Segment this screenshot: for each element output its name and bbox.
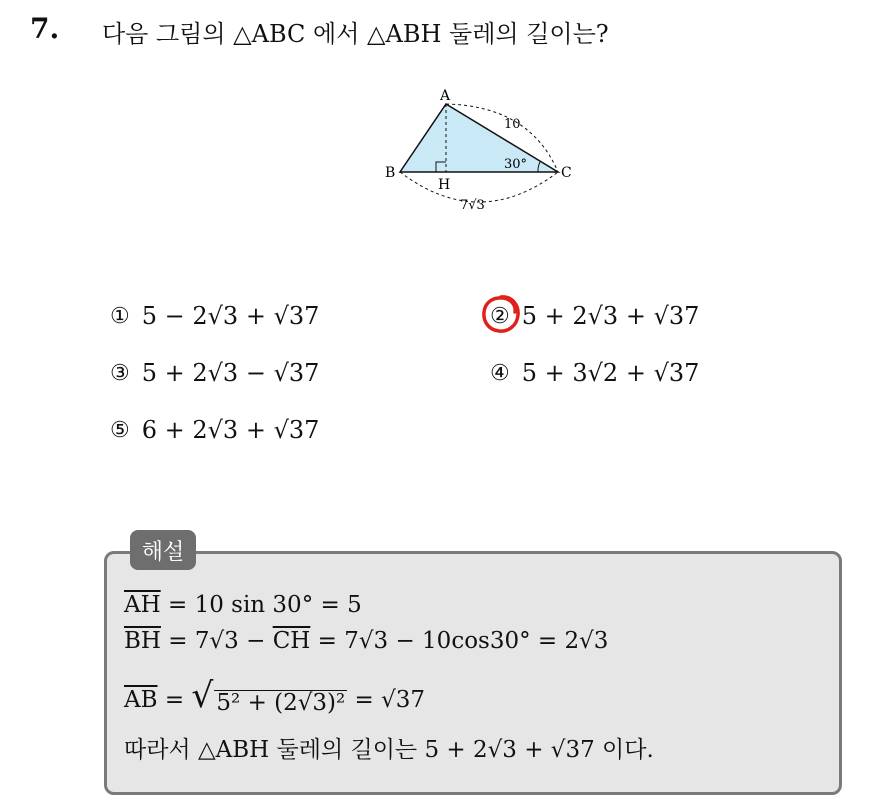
label-side-ac: 10 (504, 117, 521, 132)
segment-ah: $\overline{AH}$ (124, 592, 161, 618)
label-h: H (438, 177, 451, 193)
choice-number: ② (490, 303, 510, 329)
question-number: 7. (30, 12, 60, 45)
choice-5[interactable] (110, 416, 319, 444)
solution-line-4: 따라서 △ABH 둘레의 길이는 5 + 2√3 + √37 이다. (124, 737, 654, 763)
segment-ch: $\overline{CH}$ (272, 628, 311, 654)
choice-text: 5 + 2√3 + √37 (521, 302, 700, 330)
solution-line-3 (124, 676, 425, 716)
choice-number: ① (110, 303, 130, 329)
label-a: A (440, 88, 451, 104)
line2-rest: = 7√3 − 10cos30° = 2√3 (310, 628, 609, 654)
choice-text: 5 + 3√2 + √37 (521, 359, 700, 387)
choice-3[interactable] (110, 359, 319, 387)
label-b: B (385, 165, 396, 181)
choice-text: 5 − 2√3 + √37 (141, 302, 320, 330)
choice-4[interactable] (490, 359, 699, 387)
choice-1[interactable] (110, 302, 319, 330)
choice-text: 5 + 2√3 − √37 (141, 359, 320, 387)
solution-line-2 (124, 628, 608, 654)
line1-rest: = 10 sin 30° = 5 (160, 592, 362, 618)
choice-text: 6 + 2√3 + √37 (141, 416, 320, 444)
radical: √ 5² + (2√3)² (191, 676, 346, 716)
line2-mid: = 7√3 − (160, 628, 273, 654)
choice-number: ⑤ (110, 417, 130, 443)
label-c: C (561, 165, 572, 181)
segment-ab: $\overline{AB}$ (124, 687, 158, 713)
answer-circle-mark (480, 293, 522, 335)
line3-rest: = √37 (347, 687, 426, 713)
triangle-abc (400, 104, 558, 172)
choice-number: ③ (110, 360, 130, 386)
solution-line-1 (124, 592, 362, 618)
choice-number: ④ (490, 360, 510, 386)
segment-bh: $\overline{BH}$ (124, 628, 161, 654)
label-angle-c: 30° (504, 157, 528, 172)
radicand: 5² + (2√3)² (216, 689, 346, 716)
line3-eq: = (157, 687, 192, 713)
label-side-bc: 7√3 (460, 198, 485, 213)
question-text: 다음 그림의 △ABC 에서 △ABH 둘레의 길이는? (102, 20, 609, 48)
solution-tag: 해설 (130, 530, 196, 570)
triangle-figure (380, 84, 600, 224)
